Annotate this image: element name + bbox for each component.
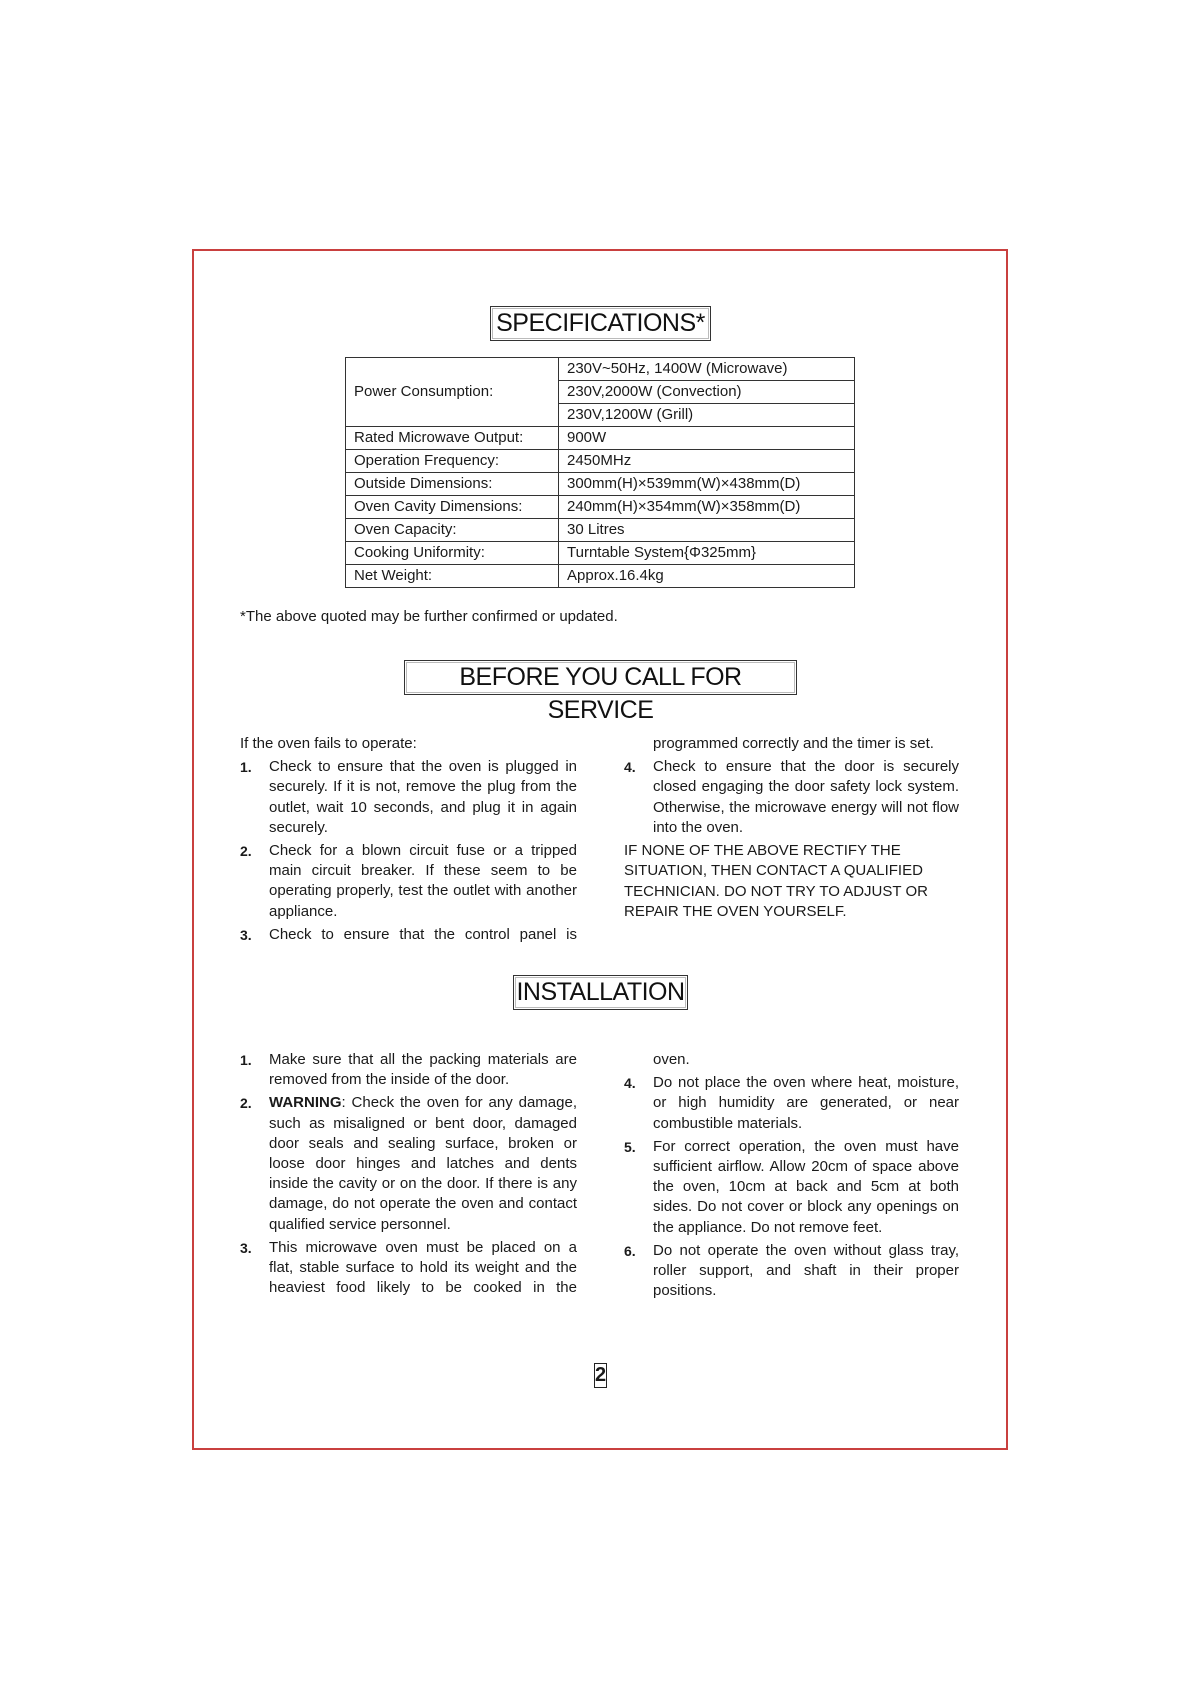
list-text: Check to ensure that the oven is plugged in securely. If it is not, remove the plug from the outlet, wait 10 seconds, and plug it in again securely. xyxy=(269,758,577,836)
spec-row xyxy=(346,427,855,450)
list-item xyxy=(240,841,577,922)
spec-label: Outside Dimensions: xyxy=(346,473,559,496)
list-number: 5. xyxy=(624,1138,636,1155)
list-number: 6. xyxy=(624,1242,636,1259)
list-text: Do not place the oven where heat, moisture, or high humidity are generated, or near combustible materials. xyxy=(653,1074,959,1132)
spec-value: 300mm(H)×539mm(W)×438mm(D) xyxy=(559,473,855,496)
installation-heading: INSTALLATION xyxy=(513,975,688,1010)
spec-row xyxy=(346,450,855,473)
list-number: 1. xyxy=(240,1052,252,1068)
installation-right-column xyxy=(624,1050,959,1304)
list-text-continued: oven. xyxy=(653,1051,690,1068)
service-right-column xyxy=(624,734,959,923)
specifications-note: *The above quoted may be further confirmed or updated. xyxy=(240,608,618,625)
spec-label: Oven Cavity Dimensions: xyxy=(346,496,559,519)
specifications-table xyxy=(345,357,855,588)
spec-value: 30 Litres xyxy=(559,519,855,542)
list-item xyxy=(240,1238,577,1299)
list-text: Check to ensure that the control panel is xyxy=(269,925,577,943)
list-text xyxy=(269,1093,577,1234)
spec-value-power-grill: 230V,1200W (Grill) xyxy=(559,404,855,427)
spec-row-power xyxy=(346,358,855,381)
list-item xyxy=(624,1241,959,1302)
list-number: 2. xyxy=(240,843,252,860)
list-number: 1. xyxy=(240,759,252,776)
spec-row xyxy=(346,565,855,588)
list-text: Do not operate the oven without glass tray, roller support, and shaft in their proper positions. xyxy=(653,1241,959,1300)
service-intro: If the oven fails to operate: xyxy=(240,735,417,752)
spec-value: 2450MHz xyxy=(559,450,855,473)
list-item xyxy=(240,757,577,838)
spec-row xyxy=(346,519,855,542)
list-text: Make sure that all the packing materials are removed from the inside of the door. xyxy=(269,1051,577,1089)
spec-label: Rated Microwave Output: xyxy=(346,427,559,450)
list-text: For correct operation, the oven must have sufficient airflow. Allow 20cm of space above the oven, 10cm at back and 5cm at both sides. Do not cover or block any openings on the appliance. Do not remove feet. xyxy=(653,1137,959,1236)
spec-value: Turntable System{Φ325mm} xyxy=(559,542,855,565)
list-number: 3. xyxy=(240,926,252,943)
spec-row xyxy=(346,496,855,519)
list-item xyxy=(240,925,577,945)
list-number: 4. xyxy=(624,759,636,776)
list-item xyxy=(240,1050,577,1090)
spec-label: Cooking Uniformity: xyxy=(346,542,559,565)
service-final-warning: IF NONE OF THE ABOVE RECTIFY THE SITUATION, THEN CONTACT A QUALIFIED TECHNICIAN. DO NOT TRY TO ADJUST OR REPAIR THE OVEN YOURSELF. xyxy=(624,842,928,921)
spec-label: Net Weight: xyxy=(346,565,559,588)
page-number: 2 xyxy=(595,1364,607,1386)
spec-value: Approx.16.4kg xyxy=(559,565,855,588)
spec-value: 900W xyxy=(559,427,855,450)
spec-value: 240mm(H)×354mm(W)×358mm(D) xyxy=(559,496,855,519)
list-item xyxy=(624,1073,959,1134)
warning-text: : Check the oven for any damage, such as misaligned or bent door, damaged door seals and sealing surface, broken or loose door hinges and latches and dents inside the cavity or on the door. If there is any damage, do not operate the oven and contact qualified service personnel. xyxy=(269,1094,577,1233)
list-item xyxy=(624,757,959,838)
list-number: 2. xyxy=(240,1095,252,1112)
list-item xyxy=(240,1093,577,1234)
spec-row xyxy=(346,473,855,496)
warning-label: WARNING xyxy=(269,1094,342,1112)
spec-value-power-convection: 230V,2000W (Convection) xyxy=(559,381,855,404)
service-left-column xyxy=(240,734,577,948)
spec-label: Operation Frequency: xyxy=(346,450,559,473)
list-text: Check for a blown circuit fuse or a tripped main circuit breaker. If these seem to be operating properly, test the outlet with another appliance. xyxy=(269,842,577,920)
spec-label-power: Power Consumption: xyxy=(346,358,559,427)
list-number: 4. xyxy=(624,1075,636,1092)
list-text-continued: programmed correctly and the timer is set. xyxy=(653,735,934,752)
specifications-heading: SPECIFICATIONS* xyxy=(490,306,711,341)
list-text: This microwave oven must be placed on a flat, stable surface to hold its weight and the heaviest food likely to be cooked in the xyxy=(269,1238,577,1297)
spec-value-power-microwave: 230V~50Hz, 1400W (Microwave) xyxy=(559,358,855,381)
list-text: Check to ensure that the door is securely closed engaging the door safety lock system. Otherwise, the microwave energy will not flow into the oven. xyxy=(653,758,959,836)
spec-label: Oven Capacity: xyxy=(346,519,559,542)
list-number: 3. xyxy=(240,1239,252,1256)
service-heading: BEFORE YOU CALL FOR SERVICE xyxy=(404,660,797,695)
list-item xyxy=(624,1137,959,1238)
installation-left-column xyxy=(240,1050,577,1301)
spec-row xyxy=(346,542,855,565)
